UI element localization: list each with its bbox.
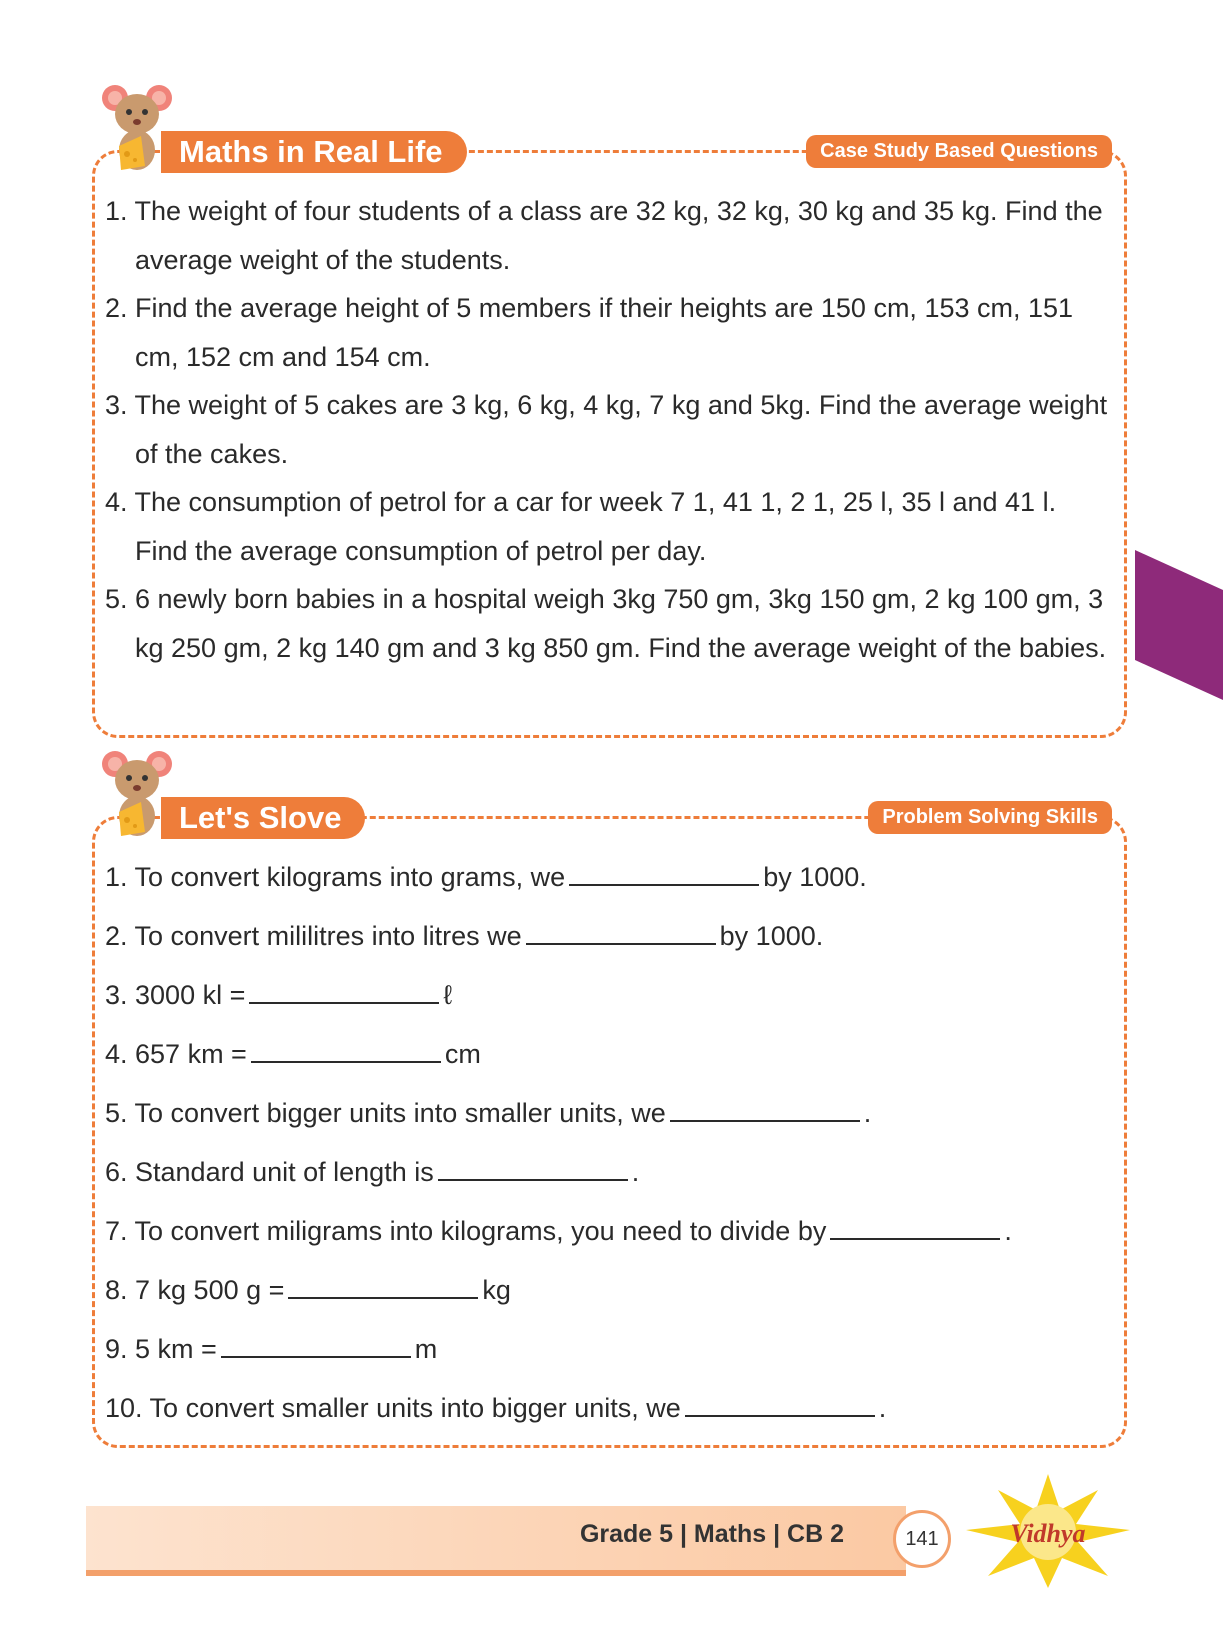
question-suffix: .: [1004, 1216, 1012, 1246]
fill-blank-item: [105, 975, 1110, 1034]
question-suffix: cm: [444, 1039, 481, 1069]
fill-blank-item: [105, 857, 1110, 916]
question-text: 1. To convert kilograms into grams, we: [105, 862, 566, 892]
footer-bar: [86, 1506, 906, 1576]
solve-question-list: [95, 819, 1124, 1447]
question-suffix: .: [863, 1098, 872, 1128]
section-tag: Problem Solving Skills: [868, 801, 1112, 834]
side-tab-decoration: [1135, 550, 1223, 700]
question-text: 6. Standard unit of length is: [105, 1157, 434, 1187]
case-question: 5. 6 newly born babies in a hospital weigh 3kg 750 gm, 3kg 150 gm, 2 kg 100 gm, 3 kg 250 gm, 2 kg 140 gm and 3 kg 850 gm. Find the average weight of the babies.: [105, 584, 1107, 663]
section-title: Maths in Real Life: [161, 131, 467, 173]
answer-blank[interactable]: [526, 921, 716, 945]
fill-blank-item: [105, 1388, 1110, 1447]
fill-blank-item: [105, 1329, 1110, 1388]
fill-blank-item: [105, 1211, 1110, 1270]
fill-blank-item: [105, 1034, 1110, 1093]
question-text: 2. To convert mililitres into litres we: [105, 921, 522, 951]
case-question: 2. Find the average height of 5 members if their heights are 150 cm, 153 cm, 151 cm, 152 cm and 154 cm.: [105, 293, 1074, 372]
section-title: Let's Slove: [161, 797, 365, 839]
question-suffix: .: [631, 1157, 640, 1187]
answer-blank[interactable]: [221, 1334, 411, 1358]
question-suffix: ℓ: [443, 980, 453, 1010]
fill-blank-item: [105, 1152, 1110, 1211]
case-question: 1. The weight of four students of a class are 32 kg, 32 kg, 30 kg and 35 kg. Find the average weight of the students.: [105, 196, 1103, 275]
answer-blank[interactable]: [251, 1039, 441, 1063]
answer-blank[interactable]: [438, 1157, 628, 1181]
footer-label: Grade 5 | Maths | CB 2: [579, 1520, 844, 1548]
case-question: 4. The consumption of petrol for a car for week 7 1, 41 1, 2 1, 25 l, 35 l and 41 l. Find the average consumption of petrol per day.: [105, 487, 1057, 566]
answer-blank[interactable]: [685, 1393, 875, 1417]
question-suffix: by 1000.: [763, 862, 867, 892]
case-study-section: [92, 134, 1127, 738]
answer-blank[interactable]: [830, 1216, 1000, 1240]
question-text: 8. 7 kg 500 g =: [105, 1275, 285, 1305]
question-text: 9. 5 km =: [105, 1334, 217, 1364]
page-number: 141: [893, 1510, 951, 1568]
answer-blank[interactable]: [249, 980, 439, 1004]
vidhya-logo-icon: [958, 1470, 1138, 1590]
svg-text:Vidhya: Vidhya: [1010, 1519, 1086, 1548]
case-question: 3. The weight of 5 cakes are 3 kg, 6 kg, 4 kg, 7 kg and 5kg. Find the average weight of the cakes.: [105, 390, 1108, 469]
question-text: 7. To convert miligrams into kilograms, you need to divide by: [105, 1216, 827, 1246]
question-suffix: .: [878, 1393, 887, 1423]
fill-blank-item: [105, 1270, 1110, 1329]
question-text: 3. 3000 kl =: [105, 980, 246, 1010]
question-suffix: by 1000.: [719, 921, 824, 951]
question-suffix: kg: [482, 1275, 511, 1305]
case-question-list: [95, 153, 1124, 672]
fill-blank-item: [105, 916, 1110, 975]
question-text: 5. To convert bigger units into smaller units, we: [105, 1098, 666, 1128]
question-text: 4. 657 km =: [105, 1039, 247, 1069]
answer-blank[interactable]: [569, 862, 759, 886]
problem-solving-section: [92, 800, 1127, 1448]
question-suffix: m: [414, 1334, 438, 1364]
section-tag: Case Study Based Questions: [806, 135, 1112, 168]
answer-blank[interactable]: [288, 1275, 478, 1299]
answer-blank[interactable]: [670, 1098, 860, 1122]
question-text: 10. To convert smaller units into bigger units, we: [105, 1393, 681, 1423]
fill-blank-item: [105, 1093, 1110, 1152]
